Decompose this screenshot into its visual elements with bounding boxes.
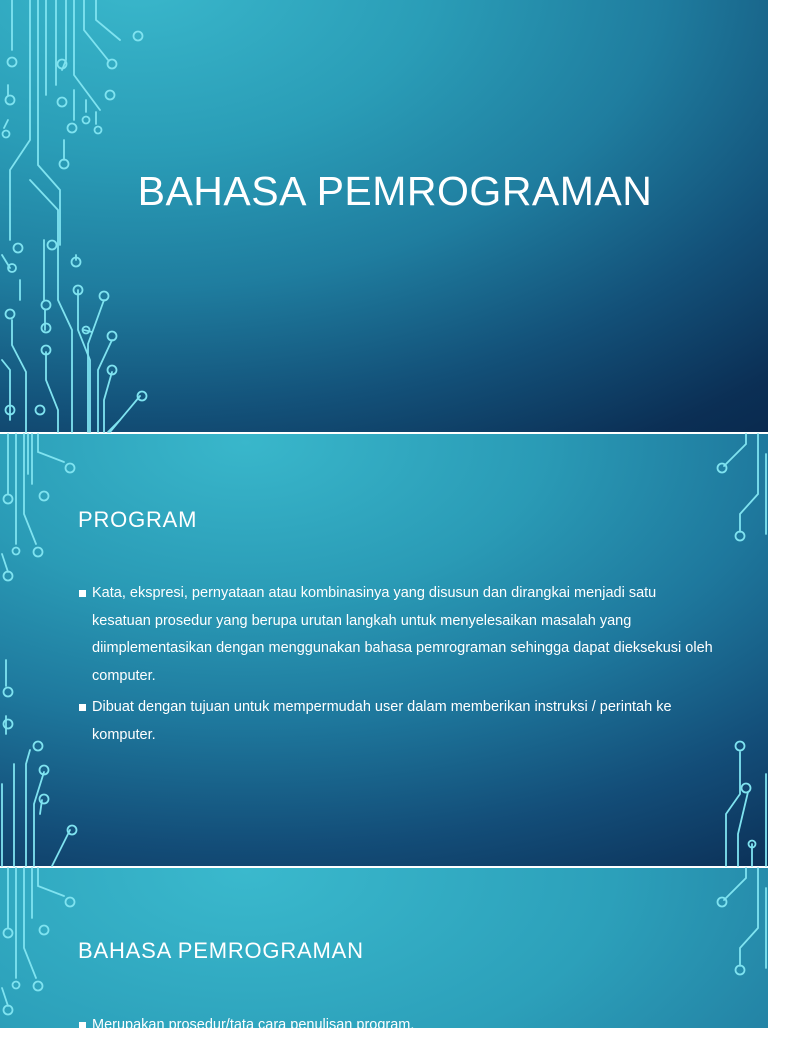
circuit-decoration-left xyxy=(0,0,160,432)
bullet-item xyxy=(78,694,718,749)
bullet-item xyxy=(78,580,718,690)
bullet-text: Merupakan prosedur/tata cara penulisan program. xyxy=(92,1017,415,1033)
content-slide-program xyxy=(0,434,768,866)
bullet-square-icon xyxy=(79,1022,86,1029)
bullet-square-icon xyxy=(79,590,86,597)
bullet-item xyxy=(78,1012,718,1040)
bullet-text: Dibuat dengan tujuan untuk mempermudah user dalam memberikan instruksi / perintah ke komputer. xyxy=(92,699,672,743)
bullet-text: Kata, ekspresi, pernyataan atau kombinasinya yang disusun dan dirangkai menjadi satu kesatuan prosedur yang berupa urutan langkah untuk menyelesaikan masalah yang diimplementasikan dengan menggunakan bahasa pemrograman sehingga dapat dieksekusi oleh computer. xyxy=(92,585,713,684)
bullet-square-icon xyxy=(79,704,86,711)
bullet-list xyxy=(78,580,718,753)
content-slide-bahasa xyxy=(0,868,768,1033)
slide-heading: BAHASA PEMROGRAMAN xyxy=(78,938,364,963)
title-slide xyxy=(0,0,768,432)
slide-title: BAHASA PEMROGRAMAN xyxy=(137,168,653,214)
slide-heading: PROGRAM xyxy=(78,507,198,532)
bullet-list xyxy=(78,1012,718,1044)
